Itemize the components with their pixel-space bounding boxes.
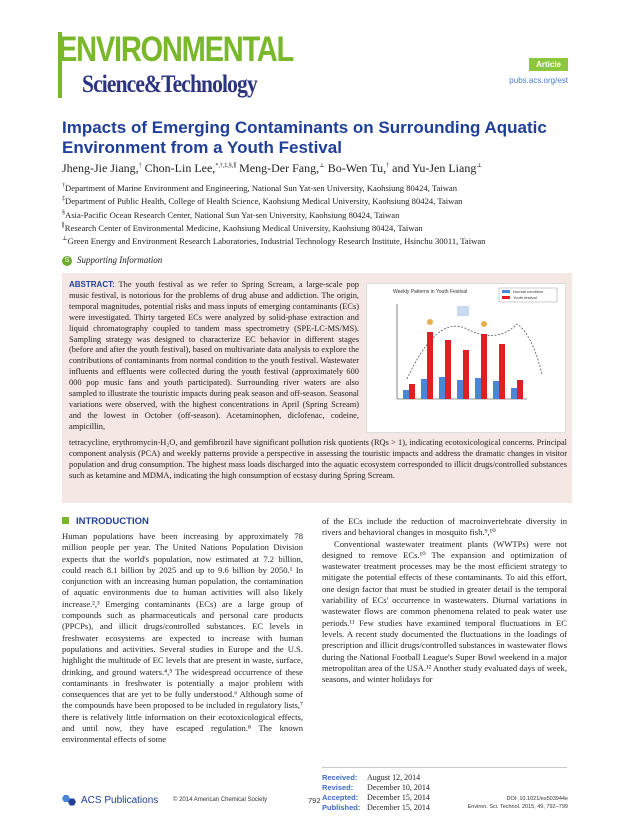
paragraph: Conventional wastewater treatment plants (WWTPs) were not designed to remove ECs.¹⁰ The expansion and optimization of wastewater treatment processes may be the most efficient strategy to mitigate the potential effects of these contaminants. To aid this effort, one design factor that must be studied in greater detail is the temporal variability of ECs' occurrence in wastewaters. Diurnal variations in wastewater flows are common phenomena related to peak water use periods.¹¹ Few studies have examined temporal fluctuations in EC levels. A recent study documented the fluctuations in the loadings of prescription and illicit drugs/controlled substances in wastewater flows during the National Football League's Super Bowl weekend in a major metropolitan area of the USA.¹² Another study evaluated days of week, seasons, and winter holidays for: [322, 538, 567, 685]
legend-festival: Youth festival: [513, 295, 537, 300]
toc-title: Weekly Patterns in Youth Festival: [393, 289, 468, 295]
journal-url-link[interactable]: pubs.acs.org/est: [509, 76, 568, 85]
date-row: Published: December 15, 2014: [322, 803, 430, 812]
body-column-left: [62, 531, 303, 746]
supporting-information-link[interactable]: S Supporting Information: [62, 255, 162, 266]
bar-festival: [481, 334, 487, 399]
bar-festival: [427, 332, 433, 399]
legend-normal: Normal condition: [513, 289, 544, 294]
abstract-label: ABSTRACT:: [69, 280, 115, 289]
article-title: Impacts of Emerging Contaminants on Surrounding Aquatic Environment from a Youth Festival: [62, 118, 547, 157]
bar-festival: [445, 340, 451, 399]
acs-hexagon-icon: [60, 794, 78, 807]
paragraph: of the ECs include the reduction of macroinvertebrate diversity in rivers and behavioral changes in mosquito fish.⁹,¹⁰: [322, 516, 567, 538]
bar-festival: [409, 384, 415, 399]
author-affil-mark: ⊥: [476, 163, 482, 169]
journal-logo-science-technology: Science&Technology: [82, 71, 257, 98]
bar-normal: [475, 378, 481, 399]
author-affil-mark: †: [138, 163, 142, 169]
supporting-info-icon: S: [62, 256, 72, 266]
bar-normal: [493, 381, 499, 399]
article-type-badge: Article: [529, 58, 568, 71]
acs-publications-logo[interactable]: ACS Publications: [60, 794, 158, 807]
bar-normal: [439, 377, 445, 399]
author[interactable]: Chon-Lin Lee,: [144, 161, 216, 175]
legend-swatch-festival: [502, 296, 510, 299]
citation: Environ. Sci. Technol. 2015, 49, 792−799: [467, 804, 568, 810]
bar-normal: [457, 380, 463, 399]
section-heading-introduction: INTRODUCTION: [62, 516, 149, 527]
affiliations: [62, 182, 572, 248]
paragraph: Human populations have been increasing by approximately 78 million people per year. The United Nations Population Division expects that the world's population, now estimated at 7.2 billion, could reach 8.1 billion by 2025 and up to 9.6 billion by 2050.¹ In conjunction with an increasing human population, the contamination of aquatic environments due to human activities will also likely increase.²,³ Emerging contaminants (ECs) are a large group of compounds such as pharmaceuticals and personal care products (PPCPs), and illicit drugs/controlled substances. EC levels in freshwater ecosystems are expected to increase with human populations and activities. Several studies in Europe and the U.S. highlight the multitude of EC levels that are present in waste, surface, drinking, and ground waters.⁴,⁵ The widespread occurrence of these contaminants in freshwater is potentially a major problem with consequences that are yet to be fully understood.⁶ Although some of the compounds have been proposed to be included in regulatory lists,⁷ there is relatively little information on their ecotoxicological effects, and until now, they have escaped regulation.⁸ The known environmental effects of some: [62, 531, 303, 745]
author-affil-mark: ⊥: [319, 163, 325, 169]
bar-normal: [511, 388, 517, 399]
author-affil-mark: †: [386, 163, 390, 169]
affiliation-item: †Department of Marine Environment and Engineering, National Sun Yat-sen University, Kaohsiung 80424, Taiwan: [62, 183, 458, 193]
doi[interactable]: DOI: 10.1021/es503944e: [506, 796, 568, 802]
affiliation-item: ∥Research Center of Environmental Medicine, Kaohsiung Medical University, Kaohsiung 80424, Taiwan: [62, 222, 423, 233]
festival-icon: [481, 321, 487, 327]
abstract-text-part2: tetracycline, erythromycin-H₂O, and gemfibrozil have significant pollution risk quotients (RQs > 1), indicating ecotoxicological concerns. Principal component analysis (PCA) and weekly patterns provide a perspective in assessing the touristic impacts and address the dramatic changes in visitor population and drug consumption. The highest mass loads discharged into the aquatic ecosystem corresponded to illicit drugs/controlled substances such as ketamine and MDMA, indicating the high consumption of ecstasy during Spring Scream.: [69, 438, 567, 480]
bar-festival: [499, 344, 505, 399]
bar-festival: [517, 380, 523, 399]
festival-icon: [427, 319, 433, 325]
bar-normal: [403, 390, 409, 399]
image-icon: [457, 306, 469, 316]
author[interactable]: Meng-Der Fang,: [239, 161, 320, 175]
doi-citation: [468, 795, 568, 811]
body-column-right: [322, 516, 567, 685]
copyright: © 2014 American Chemical Society: [173, 797, 268, 803]
toc-graphic: [366, 283, 566, 433]
date-row: Accepted: December 15, 2014: [322, 793, 430, 802]
journal-logo-environmental: ENVIRONMENTAL: [58, 30, 294, 69]
author[interactable]: Bo-Wen Tu,: [327, 161, 387, 175]
bar-normal: [421, 379, 427, 399]
date-row: Revised: December 10, 2014: [322, 783, 430, 792]
affiliation-item: ⊥Green Energy and Environment Research Laboratories, Industrial Technology Research Institute, Hsinchu 30011, Taiwan: [62, 236, 486, 247]
date-row: Received: August 12, 2014: [322, 773, 421, 782]
section-marker-icon: [62, 517, 69, 524]
author[interactable]: and Yu-Jen Liang: [392, 161, 477, 175]
author-affil-mark: *,†,‡,§,∥: [215, 163, 237, 169]
author-list: [62, 161, 572, 176]
abstract-text-part1: ABSTRACT: The youth festival as we refer to Spring Scream, a large-scale pop music festival, is notorious for the problems of drug abuse and addiction. The origin, temporal magnitudes, potential risks and mass inputs of emerging contaminants (ECs) were investigated. Thirty targeted ECs were analyzed by solid-phase extraction and liquid chromatography coupled to tandem mass spectrometry (SPE-LC-MS/MS). Sampling strategy was designed to characterize EC behavior in different stages (before and after the youth festival), based on multivariate data analysis to explore the contributions of contaminants from normal condition to the youth festival. Wastewater influents and effluents were collected during the youth festival (approximately 600 000 pop music fans and youth participated). Surrounding river waters are also sampled to illustrate the touristic impacts during peak season and off-season. Seasonal variations were observed, with the highest concentrations in April (Spring Scream) and the lowest in October (off-season). Acetaminophen, diclofenac, codeine, ampicillin,: [69, 280, 359, 431]
page-number: 792: [308, 796, 321, 805]
author[interactable]: Jheng-Jie Jiang,: [62, 161, 139, 175]
toc-chart: [367, 284, 565, 432]
bar-festival: [463, 350, 469, 399]
legend-swatch-normal: [502, 290, 510, 293]
affiliation-item: ‡Department of Public Health, College of Health Science, Kaohsiung Medical University, Kaohsiung 80424, Taiwan: [62, 196, 463, 207]
affiliation-item: §Asia-Pacific Ocean Research Center, National Sun Yat-sen University, Kaohsiung 80424, Taiwan: [62, 209, 400, 220]
